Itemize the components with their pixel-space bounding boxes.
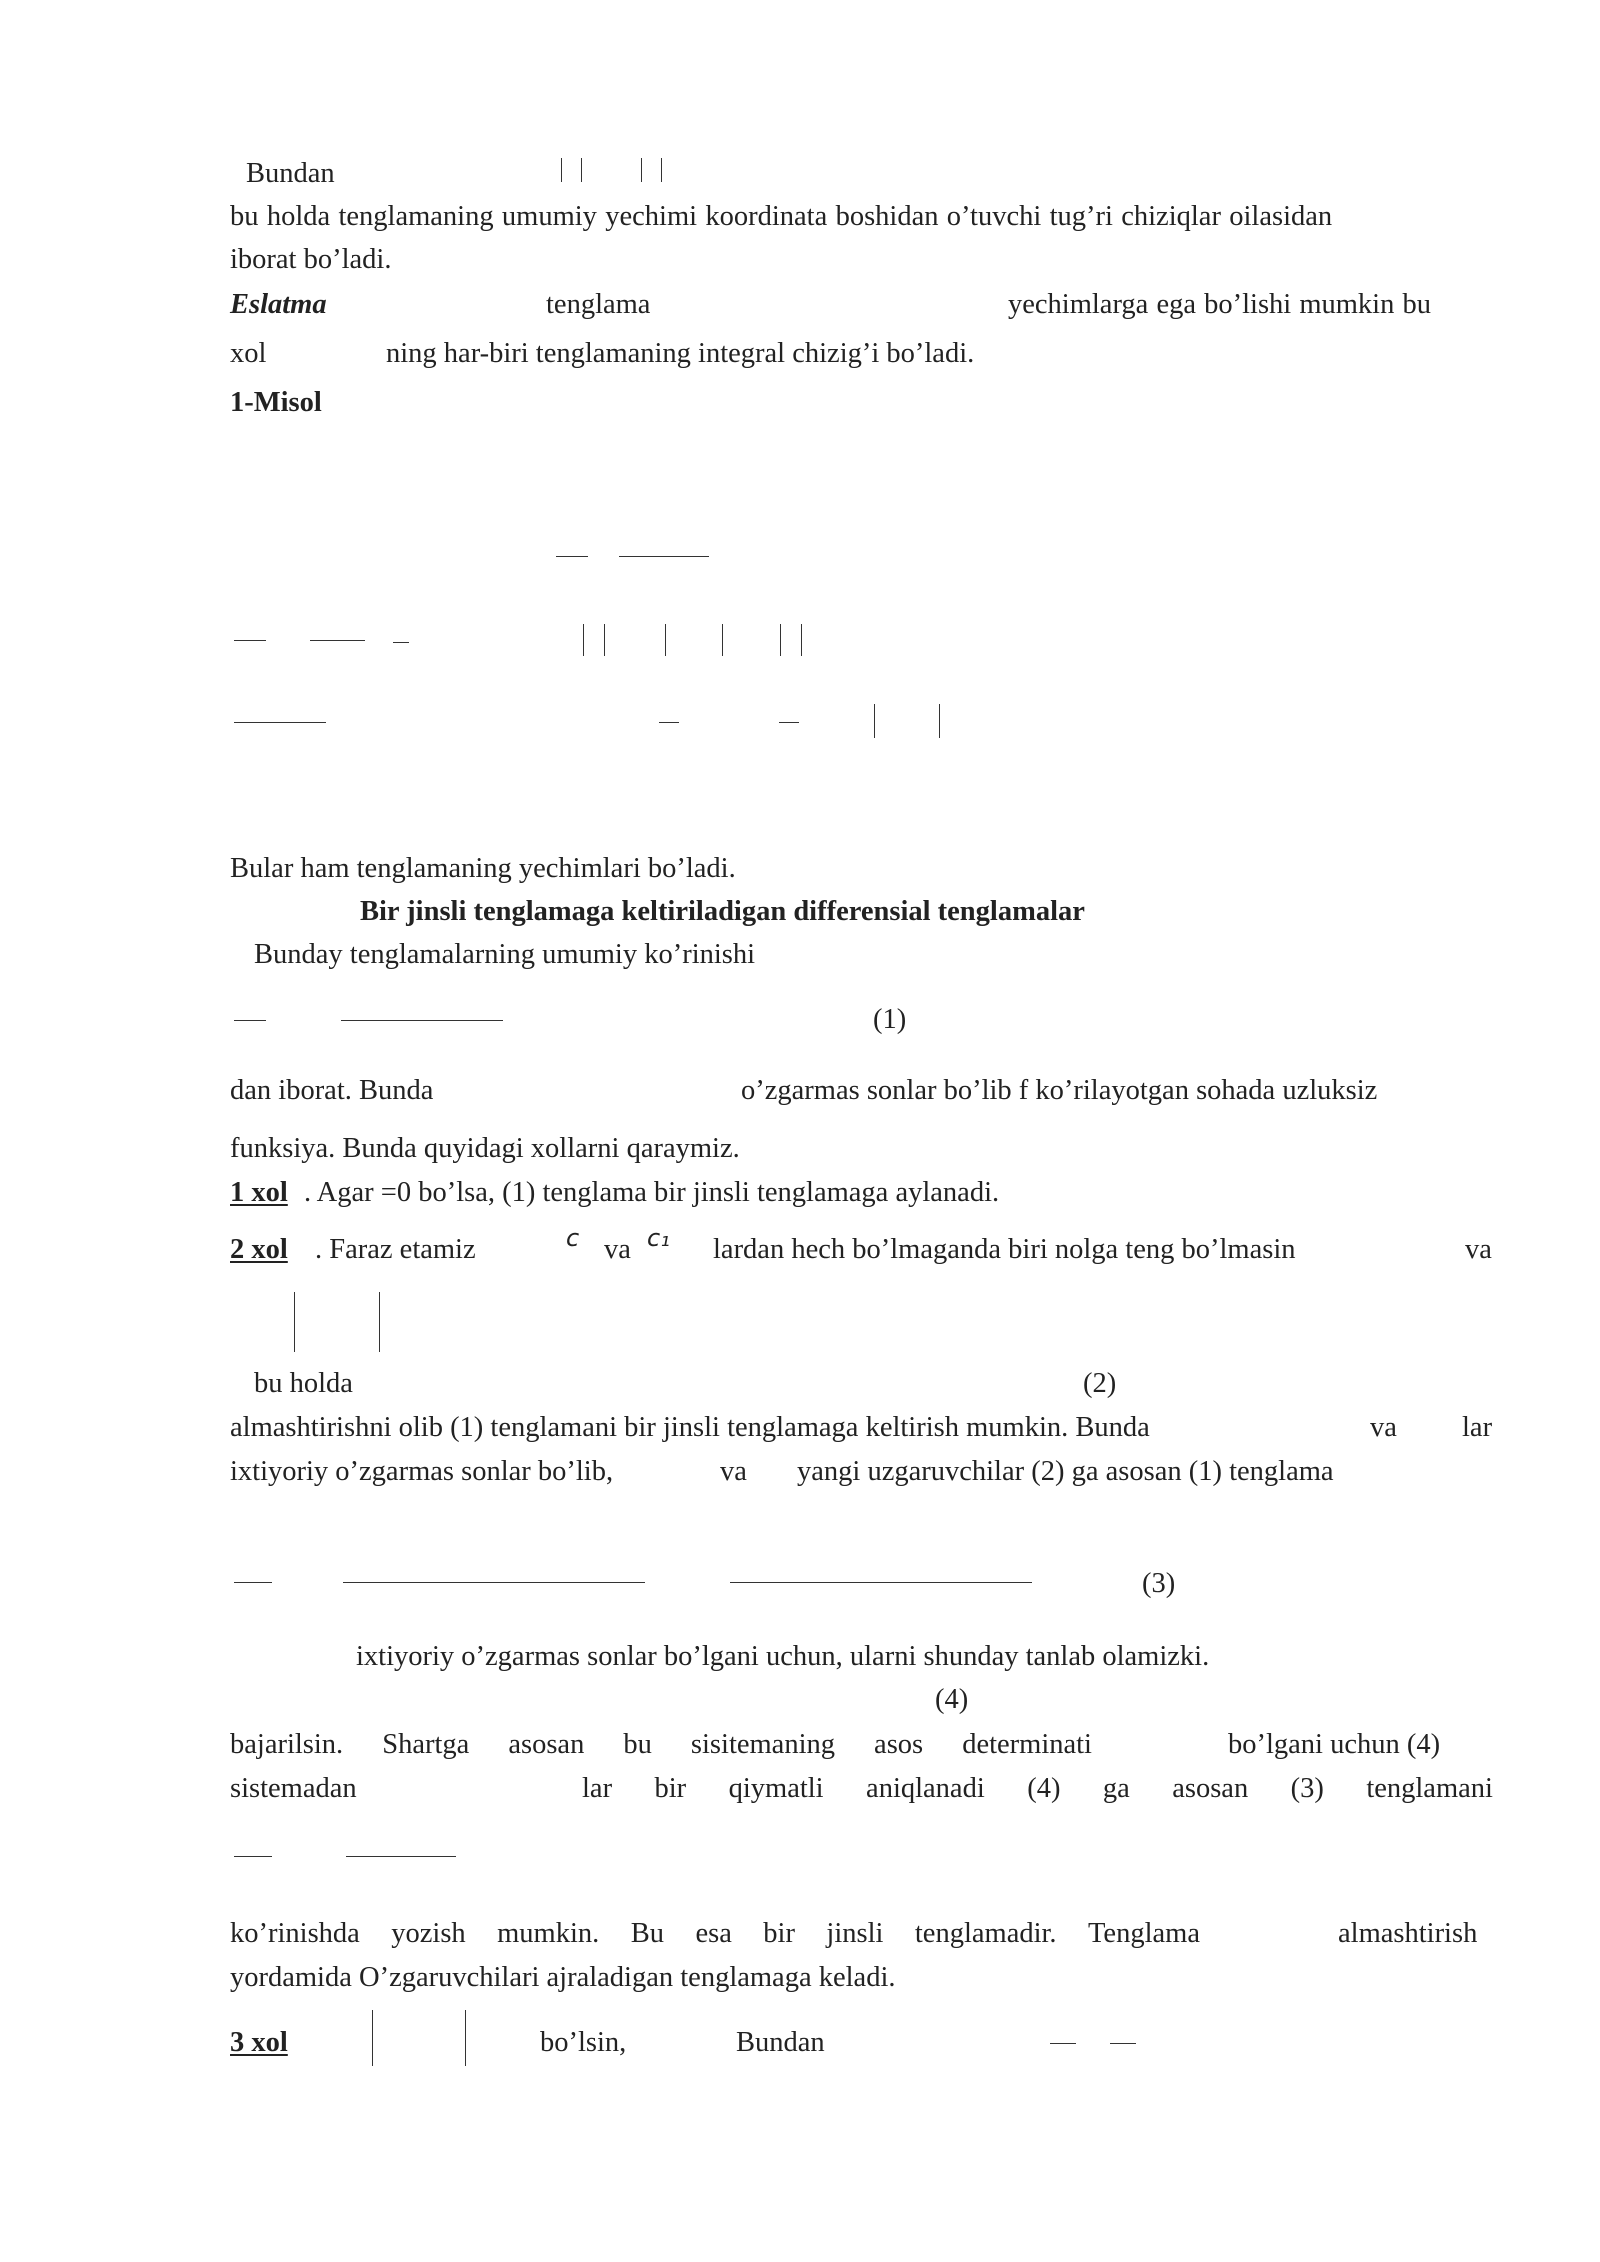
fraction-bar <box>779 722 799 723</box>
symbol-c: c <box>566 1224 580 1252</box>
text-fragment: almashtirishni olib (1) tenglamani bir jinsli tenglamaga keltirish mumkin. Bunda <box>230 1412 1150 1443</box>
text-fragment: va <box>720 1456 747 1487</box>
fraction-bar <box>556 556 588 557</box>
fraction-bar <box>234 1582 272 1583</box>
abs-bar <box>722 624 723 656</box>
text-line: iborat bo’ladi. <box>230 244 392 275</box>
text-line: bu holda tenglamaning umumiy yechimi koordinata boshidan o’tuvchi tug’ri chiziqlar oilasidan <box>230 201 1333 232</box>
fraction-bar <box>393 642 409 643</box>
fraction-bar <box>310 640 365 641</box>
text-fragment: ning har-biri tenglamaning integral chizig’i bo’ladi. <box>386 338 975 369</box>
text-fragment: . Agar =0 bo’lsa, (1) tenglama bir jinsli tenglamaga aylanadi. <box>304 1177 1000 1208</box>
equation-number: (1) <box>873 1004 907 1035</box>
word: sisitemaning <box>690 1729 835 1760</box>
text-fragment: o’zgarmas sonlar bo’lib f ko’rilayotgan sohada uzluksiz <box>741 1075 1378 1106</box>
word: mumkin. <box>497 1918 600 1949</box>
word: yozish <box>391 1918 466 1949</box>
word: bu <box>623 1729 652 1760</box>
text-fragment: dan iborat. Bunda <box>230 1075 434 1106</box>
abs-bar <box>561 158 562 182</box>
word: bir <box>654 1773 687 1804</box>
text-fragment: sistemadan <box>230 1773 357 1804</box>
text-fragment: Bundan <box>736 2027 825 2058</box>
word: jinsli <box>826 1918 884 1949</box>
word: aniqlanadi <box>866 1773 985 1804</box>
text-fragment: almashtirish <box>1338 1918 1478 1949</box>
word: asos <box>874 1729 924 1760</box>
determinant-bar <box>294 1292 295 1352</box>
word: (4) <box>1027 1773 1061 1804</box>
word: lar <box>582 1773 613 1804</box>
word: asosan <box>508 1729 585 1760</box>
case-label: 3 xol <box>230 2027 288 2058</box>
word: asosan <box>1172 1773 1249 1804</box>
text-fragment: bo’lgani uchun (4) <box>1228 1729 1441 1760</box>
text-fragment: tenglama <box>546 289 651 320</box>
text-line: funksiya. Bunda quyidagi xollarni qaraymiz. <box>230 1133 740 1164</box>
word: determinati <box>962 1729 1092 1760</box>
text-fragment: yechimlarga ega bo’lishi mumkin bu <box>1008 289 1431 320</box>
equation-number: (3) <box>1142 1568 1176 1599</box>
text-fragment: va <box>1370 1412 1397 1443</box>
determinant-bar <box>465 2010 466 2066</box>
abs-bar <box>641 158 642 182</box>
text-line: Bular ham tenglamaning yechimlari bo’ladi. <box>230 853 736 884</box>
text-fragment: xol <box>230 338 267 369</box>
text-line: Bunday tenglamalarning umumiy ko’rinishi <box>254 939 756 970</box>
word: esa <box>695 1918 732 1949</box>
fraction-bar <box>1050 2043 1076 2044</box>
text-line <box>582 1775 1493 1804</box>
section-heading: Bir jinsli tenglamaga keltiriladigan differensial tenglamalar <box>360 896 1085 927</box>
determinant-bar <box>379 1292 380 1352</box>
equation-number: (4) <box>935 1684 969 1715</box>
abs-bar <box>939 704 940 738</box>
abs-bar <box>801 624 802 656</box>
abs-bar <box>604 624 605 656</box>
word: Tenglama <box>1088 1918 1200 1949</box>
word: Shartga <box>382 1729 470 1760</box>
text-fragment: va <box>604 1234 631 1265</box>
text-fragment: yangi uzgaruvchilar (2) ga asosan (1) tenglama <box>797 1456 1334 1487</box>
text-bundan: Bundan <box>246 158 335 189</box>
fraction-bar <box>619 556 709 557</box>
fraction-bar <box>234 1856 272 1857</box>
word: tenglamadir. <box>914 1918 1057 1949</box>
abs-bar <box>661 158 662 182</box>
fraction-bar <box>346 1856 456 1857</box>
text-fragment: bu holda <box>254 1368 353 1399</box>
fraction-bar <box>343 1582 645 1583</box>
word: ga <box>1102 1773 1130 1804</box>
text-fragment: . Faraz etamiz <box>315 1234 476 1265</box>
text-line: yordamida O’zgaruvchilari ajraladigan tenglamaga keladi. <box>230 1962 896 1993</box>
text-fragment: va <box>1465 1234 1492 1265</box>
equation-number: (2) <box>1083 1368 1117 1399</box>
abs-bar <box>583 624 584 656</box>
word: bir <box>763 1918 795 1949</box>
abs-bar <box>665 624 666 656</box>
word: Bu <box>630 1918 664 1949</box>
word: ko’rinishda <box>230 1918 360 1949</box>
word: tenglamani <box>1366 1773 1493 1804</box>
text-fragment: bo’lsin, <box>540 2027 627 2058</box>
fraction-bar <box>234 1020 266 1021</box>
text-line: ixtiyoriy o’zgarmas sonlar bo’lgani uchun, ularni shunday tanlab olamizki. <box>356 1641 1210 1672</box>
abs-bar <box>581 158 582 182</box>
fraction-bar <box>341 1020 503 1021</box>
case-label: 1 xol <box>230 1177 288 1208</box>
fraction-bar <box>730 1582 1032 1583</box>
abs-bar <box>780 624 781 656</box>
text-line <box>230 1731 1092 1760</box>
text-line <box>230 1920 1200 1949</box>
note-label: Eslatma <box>230 289 327 320</box>
fraction-bar <box>1110 2043 1136 2044</box>
text-fragment: lardan hech bo’lmaganda biri nolga teng bo’lmasin <box>713 1234 1296 1265</box>
word: qiymatli <box>728 1773 824 1804</box>
determinant-bar <box>372 2010 373 2066</box>
case-label: 2 xol <box>230 1234 288 1265</box>
fraction-bar <box>234 722 326 723</box>
word: bajarilsin. <box>230 1729 344 1760</box>
symbol-c1: c₁ <box>647 1224 670 1252</box>
word: (3) <box>1290 1773 1324 1804</box>
text-fragment: ixtiyoriy o’zgarmas sonlar bo’lib, <box>230 1456 614 1487</box>
example-heading: 1-Misol <box>230 387 322 418</box>
text-fragment: lar <box>1462 1412 1493 1443</box>
fraction-bar <box>659 722 679 723</box>
fraction-bar <box>234 640 266 641</box>
abs-bar <box>874 704 875 738</box>
